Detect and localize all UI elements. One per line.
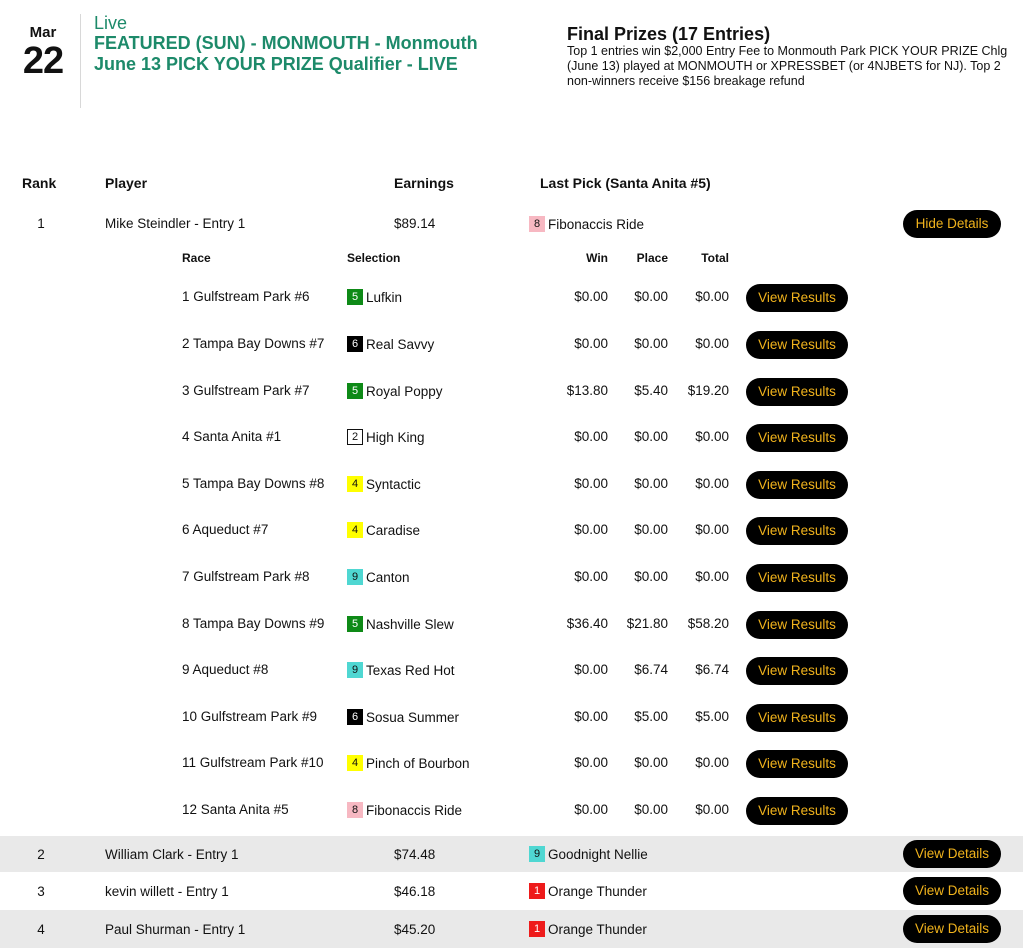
view-results-button[interactable]: View Results [746,657,848,685]
win-amount: $0.00 [574,709,608,724]
selection [347,476,421,492]
horse-name: Pinch of Bourbon [366,755,470,771]
row-earnings: $89.14 [394,216,436,231]
row-earnings: $46.18 [394,884,436,899]
details-row [0,423,1023,453]
pick-horse-name: Orange Thunder [548,883,647,899]
horse-name: Fibonaccis Ride [366,802,463,818]
event-date [18,24,68,80]
view-results-button[interactable]: View Results [746,284,848,312]
total-amount: $0.00 [695,569,729,584]
win-amount: $0.00 [574,755,608,770]
horse-name: Caradise [366,522,421,538]
event-day: 22 [22,40,64,82]
post-number-badge: 4 [347,755,363,771]
details-row [0,377,1023,407]
total-amount: $0.00 [695,522,729,537]
pick-horse-name: Goodnight Nellie [548,846,648,862]
win-amount: $0.00 [574,336,608,351]
details-row [0,330,1023,360]
race-name: 5 Tampa Bay Downs #8 [182,476,325,491]
place-amount: $21.80 [626,616,668,631]
horse-name: High King [366,429,425,445]
selection [347,755,470,771]
win-amount: $0.00 [574,476,608,491]
row-rank: 1 [37,216,45,231]
view-results-button[interactable]: View Results [746,750,848,778]
race-name: 11 Gulfstream Park #10 [182,755,324,770]
row-last-pick [529,883,647,899]
post-number-badge: 5 [347,616,363,632]
row-earnings: $45.20 [394,922,436,937]
view-results-button[interactable]: View Results [746,424,848,452]
post-number-badge: 6 [347,709,363,725]
selection [347,569,410,585]
selection [347,709,459,725]
place-amount: $0.00 [634,522,668,537]
win-amount: $0.00 [574,662,608,677]
event-status: Live [94,13,128,33]
row-player: Paul Shurman - Entry 1 [105,922,246,937]
col-place: Place [636,251,668,265]
total-amount: $0.00 [695,289,729,304]
post-number-badge: 1 [529,883,545,899]
selection [347,802,462,818]
horse-name: Sosua Summer [366,709,460,725]
details-row [0,749,1023,779]
post-number-badge: 5 [347,383,363,399]
leaderboard-row [0,872,1023,910]
race-name: 12 Santa Anita #5 [182,802,289,817]
details-row [0,703,1023,733]
details-row [0,796,1023,826]
view-results-button[interactable]: View Results [746,564,848,592]
win-amount: $0.00 [574,429,608,444]
prizes-description: Top 1 entries win $2,000 Entry Fee to Monmouth Park PICK YOUR PRIZE Chlg (June 13) played at MONMOUTH or XPRESSBET (or 4NJBETS for NJ). Top 2 non-winners receive $156 breakage refund [567,44,1008,88]
horse-name: Lufkin [366,289,403,305]
col-race: Race [182,251,211,265]
col-selection: Selection [347,251,401,265]
view-details-button[interactable]: View Details [903,877,1001,905]
details-row [0,516,1023,546]
post-number-badge: 8 [347,802,363,818]
win-amount: $36.40 [566,616,608,631]
post-number-badge: 4 [347,476,363,492]
total-amount: $0.00 [695,476,729,491]
post-number-badge: 1 [529,921,545,937]
horse-name: Real Savvy [366,336,435,352]
view-results-button[interactable]: View Results [746,611,848,639]
col-win: Win [586,251,608,265]
selection [347,616,454,632]
race-name: 10 Gulfstream Park #9 [182,709,318,724]
row-rank: 2 [37,847,45,862]
event-info [94,13,514,75]
race-name: 7 Gulfstream Park #8 [182,569,310,584]
post-number-badge: 2 [347,429,363,445]
col-player: Player [105,175,148,191]
row-earnings: $74.48 [394,847,436,862]
place-amount: $0.00 [634,802,668,817]
post-number-badge: 5 [347,289,363,305]
view-results-button[interactable]: View Results [746,471,848,499]
post-number-badge: 9 [347,662,363,678]
leaderboard-row [0,910,1023,948]
win-amount: $13.80 [566,383,608,398]
prizes-panel [567,24,1017,89]
race-name: 1 Gulfstream Park #6 [182,289,310,304]
total-amount: $0.00 [695,336,729,351]
view-results-button[interactable]: View Results [746,704,848,732]
col-total: Total [701,251,729,265]
race-name: 6 Aqueduct #7 [182,522,269,537]
win-amount: $0.00 [574,522,608,537]
view-results-button[interactable]: View Results [746,331,848,359]
place-amount: $5.40 [634,383,668,398]
row-player: William Clark - Entry 1 [105,847,239,862]
race-name: 4 Santa Anita #1 [182,429,282,444]
details-row [0,470,1023,500]
row-last-pick [529,846,648,862]
win-amount: $0.00 [574,569,608,584]
total-amount: $0.00 [695,802,729,817]
view-details-button[interactable]: View Details [903,840,1001,868]
event-title: FEATURED (SUN) - MONMOUTH - Monmouth June 13 PICK YOUR PRIZE Qualifier - LIVE [94,33,478,74]
horse-name: Nashville Slew [366,616,454,632]
post-number-badge: 6 [347,336,363,352]
total-amount: $58.20 [687,616,729,631]
place-amount: $0.00 [634,336,668,351]
place-amount: $0.00 [634,476,668,491]
horse-name: Syntactic [366,476,421,492]
view-results-button[interactable]: View Results [746,517,848,545]
row-rank: 4 [37,922,45,937]
hide-details-button[interactable]: Hide Details [903,210,1001,238]
row-player: kevin willett - Entry 1 [105,884,229,899]
leaderboard-row [0,208,1023,240]
col-rank: Rank [22,175,57,191]
pick-horse-name: Orange Thunder [548,921,647,937]
win-amount: $0.00 [574,289,608,304]
leaderboard-header [0,175,1023,195]
prizes-title: Final Prizes (17 Entries) [567,24,771,44]
race-name: 8 Tampa Bay Downs #9 [182,616,325,631]
total-amount: $0.00 [695,755,729,770]
details-row [0,283,1023,313]
place-amount: $6.74 [634,662,668,677]
pick-horse-name: Fibonaccis Ride [548,216,645,232]
post-number-badge: 4 [347,522,363,538]
post-number-badge: 9 [529,846,545,862]
place-amount: $0.00 [634,289,668,304]
row-player: Mike Steindler - Entry 1 [105,216,246,231]
view-results-button[interactable]: View Results [746,378,848,406]
place-amount: $0.00 [634,569,668,584]
col-last-pick: Last Pick (Santa Anita #5) [540,175,711,191]
row-rank: 3 [37,884,45,899]
view-details-button[interactable]: View Details [903,915,1001,943]
row-last-pick [529,921,647,937]
selection [347,429,425,445]
selection [347,383,443,399]
place-amount: $5.00 [634,709,668,724]
race-name: 3 Gulfstream Park #7 [182,383,310,398]
event-month: Mar [29,24,57,41]
header-divider [80,14,81,108]
post-number-badge: 9 [347,569,363,585]
race-name: 2 Tampa Bay Downs #7 [182,336,325,351]
selection [347,289,402,305]
place-amount: $0.00 [634,429,668,444]
selection [347,522,420,538]
horse-name: Canton [366,569,410,585]
race-name: 9 Aqueduct #8 [182,662,269,677]
total-amount: $0.00 [695,429,729,444]
details-row [0,656,1023,686]
post-number-badge: 8 [529,216,545,232]
details-row [0,563,1023,593]
total-amount: $5.00 [695,709,729,724]
details-row [0,610,1023,640]
place-amount: $0.00 [634,755,668,770]
total-amount: $6.74 [695,662,729,677]
horse-name: Texas Red Hot [366,662,455,678]
total-amount: $19.20 [687,383,729,398]
selection [347,662,455,678]
win-amount: $0.00 [574,802,608,817]
leaderboard-row [0,836,1023,872]
col-earnings: Earnings [394,175,454,191]
selection [347,336,434,352]
row-last-pick [529,216,644,232]
view-results-button[interactable]: View Results [746,797,848,825]
horse-name: Royal Poppy [366,383,443,399]
